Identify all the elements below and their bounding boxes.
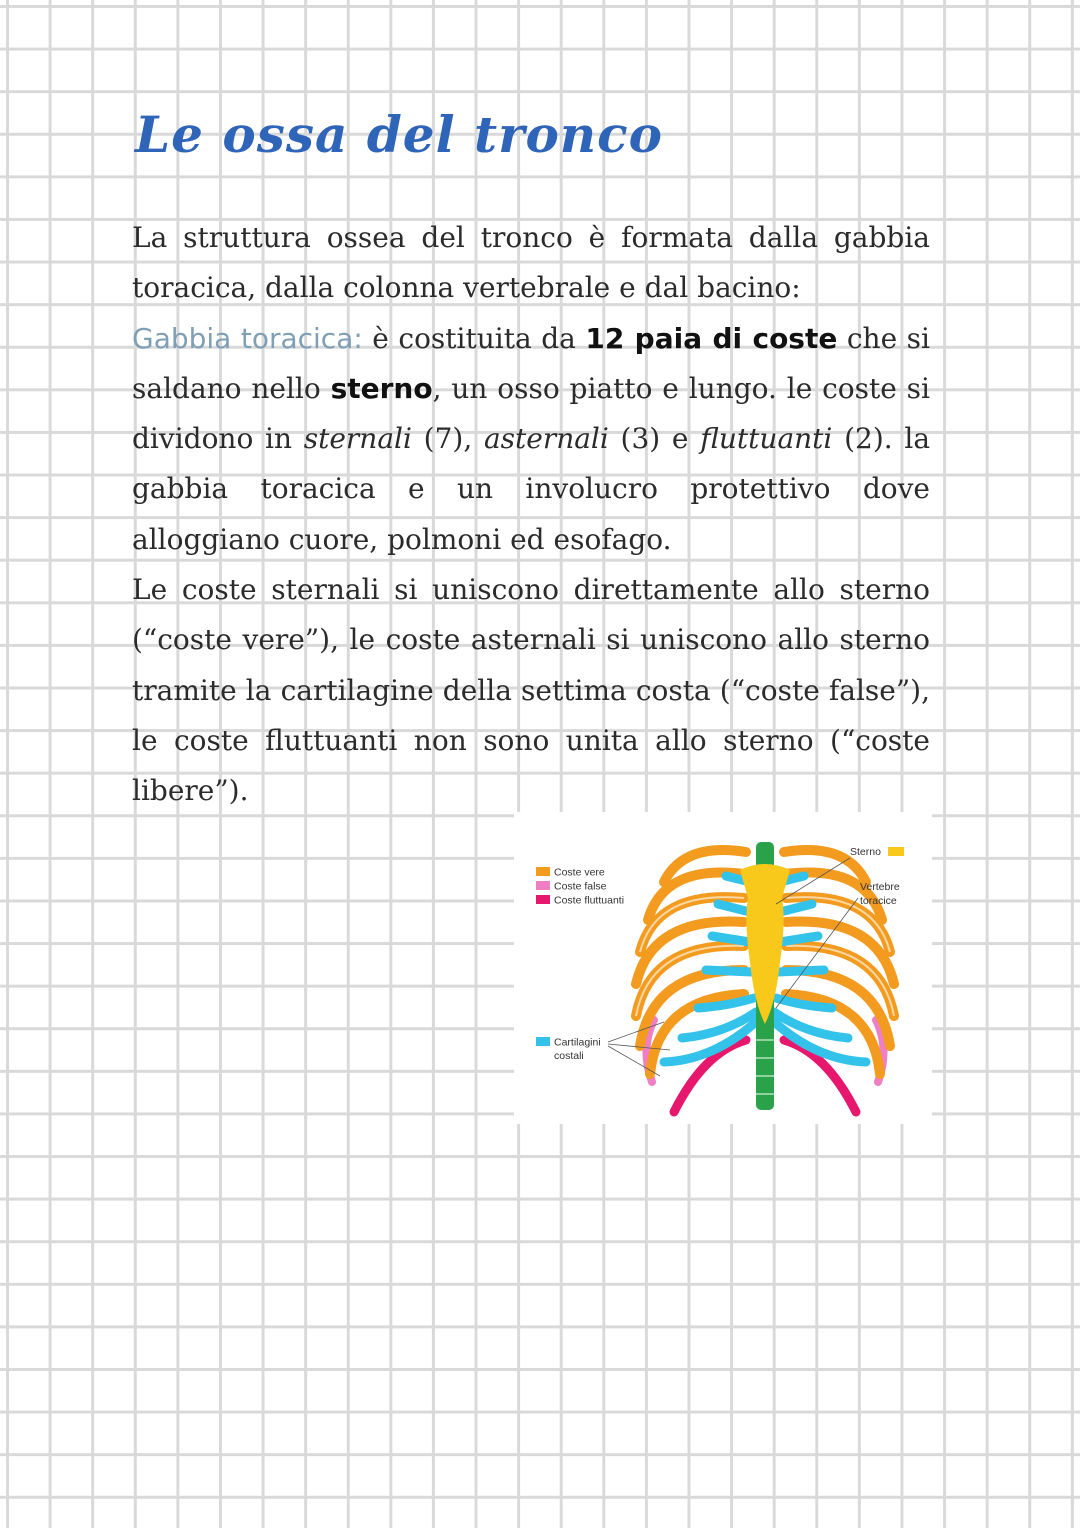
italic-asternali: asternali: [483, 422, 609, 456]
text-run: (3) e: [608, 422, 701, 456]
italic-fluttuanti: fluttuanti: [700, 422, 833, 456]
cartilage-swatch: [536, 1037, 550, 1046]
text-run: è costituita da: [362, 321, 586, 355]
legend-label-coste-false: Coste false: [554, 880, 607, 893]
vertebrae-label-line1: Vertebre: [860, 881, 900, 893]
sternum-label: Sterno: [850, 846, 881, 858]
legend-label-coste-vere: Coste vere: [554, 866, 605, 879]
cartilage-label-line1: Cartilagini: [554, 1036, 601, 1049]
text-run: , un osso piatto e lungo. le coste si dividono in: [132, 371, 931, 456]
gabbia-term: Gabbia toracica:: [132, 321, 363, 355]
rib-cage-drawing: [636, 842, 894, 1112]
text-run: che si saldano nello: [132, 321, 930, 405]
rib-cage-diagram: [514, 812, 932, 1124]
rib-cage-illustration: [514, 812, 932, 1124]
bold-coste-count: 12 paia di coste: [585, 321, 838, 355]
body-text: [132, 213, 930, 817]
legend-swatch-coste-false: [536, 881, 550, 890]
text-run: (2). la gabbia toracica e un involucro protettivo dove alloggiano cuore, polmoni ed esofago.: [132, 422, 931, 556]
coste-paragraph: Le coste sternali si uniscono direttamente allo sterno (“coste vere”), le coste asternali si uniscono allo sterno tramite la cartilagine della settima costa (“coste false”), le coste fluttuanti non sono unita allo sterno (“coste libere”).: [132, 573, 930, 808]
diagram-legend: [536, 867, 624, 907]
intro-paragraph: La struttura ossea del tronco è formata dalla gabbia toracica, dalla colonna vertebrale e dal bacino:: [132, 221, 930, 305]
legend-label-coste-fluttuanti: Coste fluttuanti: [554, 894, 625, 907]
text-run: (7),: [411, 422, 484, 456]
legend-swatch-coste-fluttuanti: [536, 895, 550, 904]
sternum-swatch: [888, 847, 904, 856]
bold-sterno: sterno: [330, 371, 433, 405]
cartilage-label-line2: costali: [554, 1050, 584, 1062]
legend-swatch-coste-vere: [536, 867, 550, 876]
gabbia-paragraph: [132, 314, 930, 565]
page-title: Le ossa del tronco: [135, 105, 663, 164]
italic-sternali: sternali: [303, 422, 412, 456]
vertebrae-label-line2: toracice: [860, 895, 897, 907]
